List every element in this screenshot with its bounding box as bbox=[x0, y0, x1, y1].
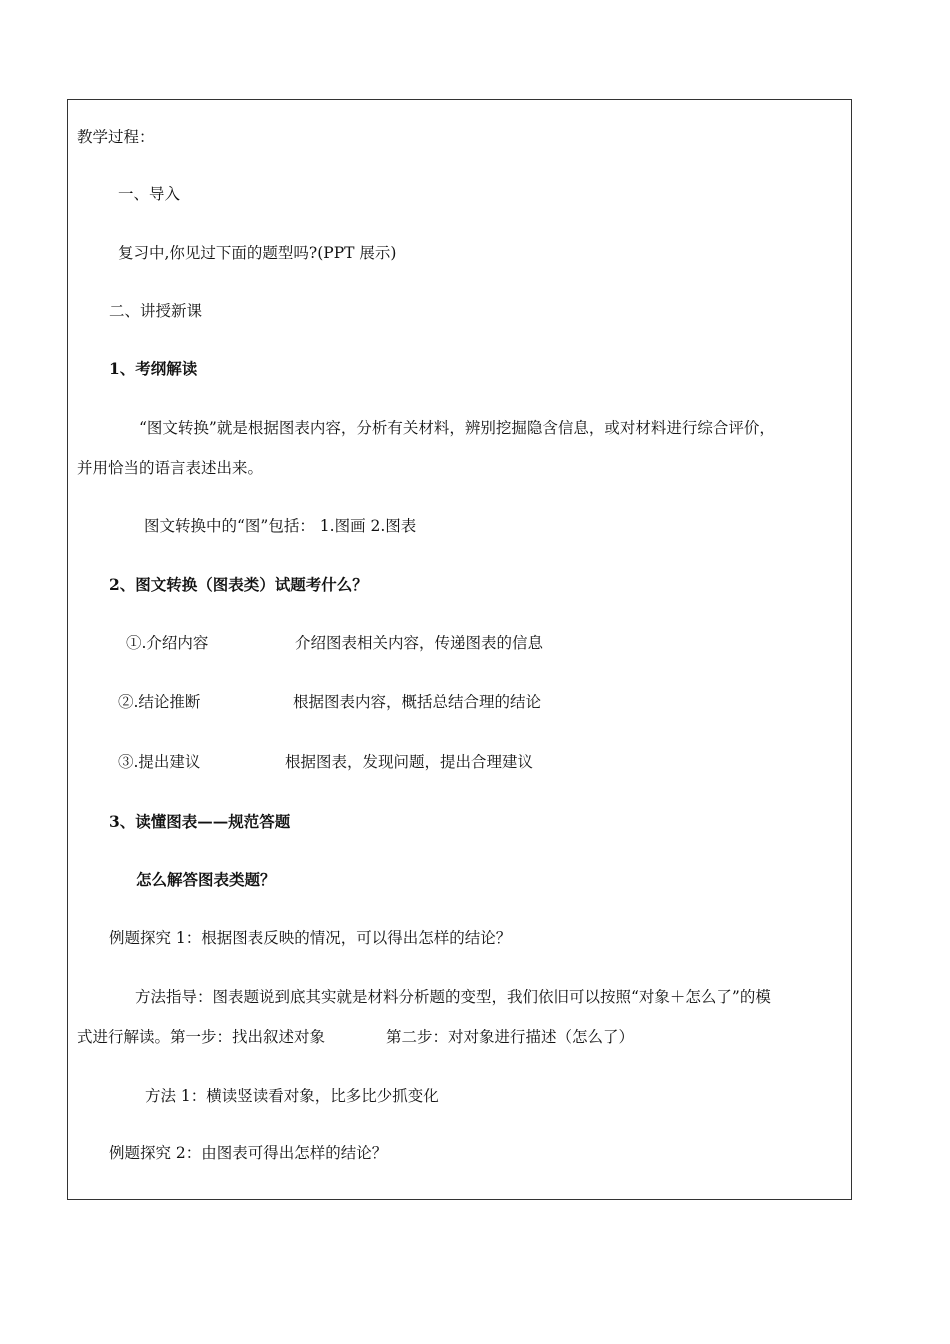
review-question: 复习中,你见过下面的题型吗?(PPT 展示) bbox=[118, 244, 397, 262]
definition-line-1: “图文转换”就是根据图表内容，分析有关材料，辨别挖掘隐含信息，或对材料进行综合评价， bbox=[139, 419, 775, 437]
example-2: 例题探究 2：由图表可得出怎样的结论？ bbox=[109, 1144, 388, 1162]
definition-line-2: 并用恰当的语言表述出来。 bbox=[77, 459, 264, 477]
item-label-3: ③.提出建议 bbox=[118, 753, 201, 771]
part-new-lesson: 二、讲授新课 bbox=[109, 302, 203, 320]
includes-line: 图文转换中的“图”包括： 1.图画 2.图表 bbox=[144, 517, 417, 535]
section-heading: 教学过程： bbox=[77, 128, 155, 146]
item-desc-3: 根据图表，发现问题，提出合理建议 bbox=[285, 753, 534, 771]
sec3-title: 3、读懂图表——规范答题 bbox=[109, 812, 291, 831]
method-step-1: 式进行解读。第一步：找出叙述对象 bbox=[77, 1028, 326, 1046]
method-1: 方法 1：横读竖读看对象，比多比少抓变化 bbox=[145, 1087, 439, 1105]
part-import: 一、导入 bbox=[118, 185, 181, 203]
item-desc-2: 根据图表内容，概括总结合理的结论 bbox=[293, 693, 542, 711]
example-1: 例题探究 1：根据图表反映的情况，可以得出怎样的结论？ bbox=[109, 929, 512, 947]
sec1-title: 1、考纲解读 bbox=[109, 359, 198, 378]
item-label-2: ②.结论推断 bbox=[118, 693, 201, 711]
item-desc-1: 介绍图表相关内容，传递图表的信息 bbox=[295, 634, 544, 652]
method-line-1: 方法指导：图表题说到底其实就是材料分析题的变型，我们依旧可以按照“对象＋怎么了”的模 bbox=[135, 988, 771, 1006]
method-step-2: 第二步：对对象进行描述（怎么了） bbox=[386, 1028, 635, 1046]
how-title: 怎么解答图表类题？ bbox=[136, 870, 276, 889]
sec2-title: 2、图文转换（图表类）试题考什么？ bbox=[109, 575, 368, 594]
item-label-1: ①.介绍内容 bbox=[126, 634, 209, 652]
